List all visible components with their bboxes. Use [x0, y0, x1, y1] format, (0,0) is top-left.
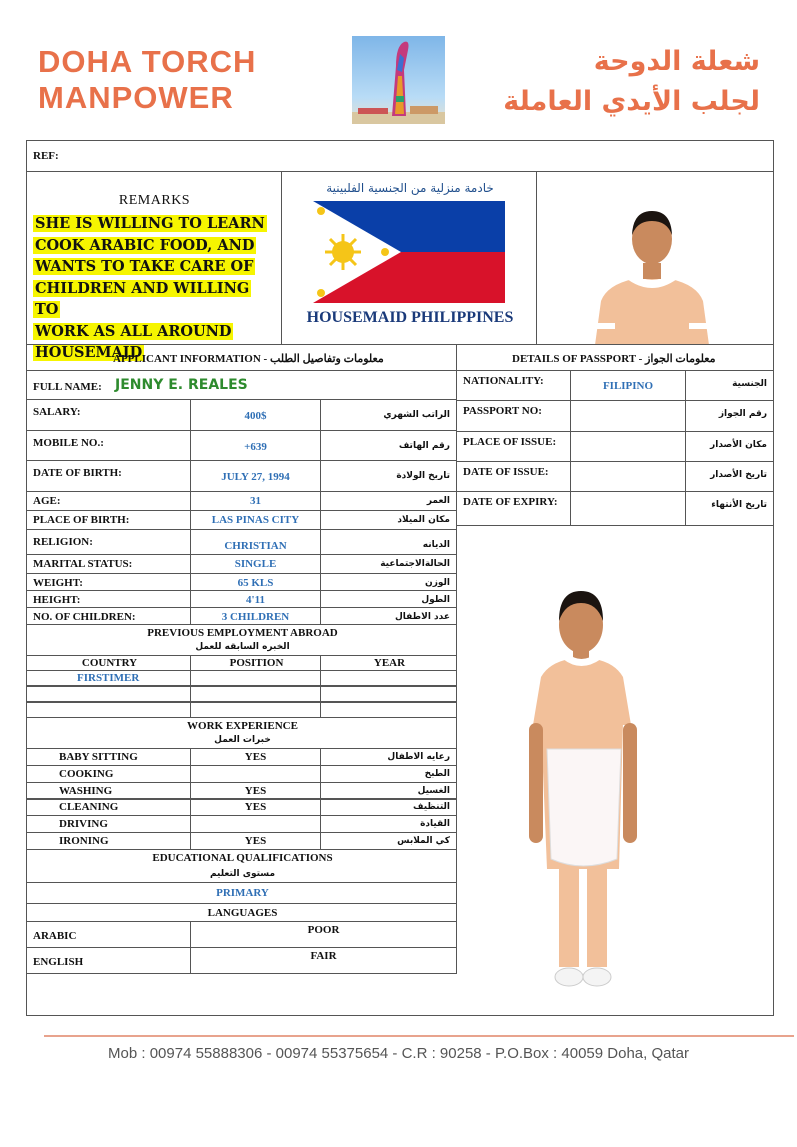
applicant-row-value-cell	[190, 460, 321, 492]
passport-section-header	[456, 344, 774, 371]
passport-row-label: NATIONALITY:	[463, 375, 544, 387]
passport-row-arabic: رقم الجواز	[718, 409, 767, 419]
employment-cell	[190, 670, 321, 686]
applicant-row-arabic-cell	[320, 554, 457, 574]
applicant-row-value-cell	[190, 399, 321, 431]
applicant-row-label-cell	[26, 510, 191, 530]
applicant-row-arabic-cell	[320, 529, 457, 555]
applicant-row-arabic-cell	[320, 491, 457, 511]
applicant-row-label-cell	[26, 491, 191, 511]
applicant-portrait-photo	[587, 205, 717, 350]
employment-title: PREVIOUS EMPLOYMENT ABROAD	[147, 627, 338, 639]
employment-header-cell	[320, 655, 457, 671]
education-value: PRIMARY	[216, 887, 269, 899]
applicant-row-arabic: الراتب الشهري	[383, 410, 450, 420]
applicant-row-label: MARITAL STATUS:	[33, 558, 133, 570]
flag-arabic-title: خادمة منزلية من الجنسية الفلبينية	[326, 181, 494, 195]
employment-header-cell	[190, 655, 321, 671]
work-row-label: BABY SITTING	[59, 751, 138, 763]
employment-cell	[190, 686, 321, 702]
passport-row-value-cell	[570, 400, 686, 432]
applicant-row-value-cell	[190, 573, 321, 591]
passport-row-value-cell	[570, 370, 686, 401]
language-row-label-cell	[26, 947, 191, 974]
passport-row-label: DATE OF EXPIRY:	[463, 496, 558, 508]
work-row-label: CLEANING	[59, 801, 119, 813]
applicant-row-arabic-cell	[320, 573, 457, 591]
work-row-arabic: التنظيف	[413, 802, 450, 812]
applicant-row-value: 3 CHILDREN	[221, 611, 290, 623]
language-row-value-cell	[190, 947, 457, 974]
applicant-row-label-cell	[26, 554, 191, 574]
applicant-row-value-cell	[190, 529, 321, 555]
applicant-row-value: 65 KLS	[237, 577, 274, 589]
company-name-arabic-line-1: شعلة الدوحة	[593, 46, 760, 77]
philippines-flag	[313, 201, 505, 308]
passport-row-label-cell	[456, 400, 571, 432]
employment-value: FIRSTIMER	[77, 672, 140, 684]
applicant-row-label: SALARY:	[33, 406, 81, 418]
employment-column-header: YEAR	[373, 657, 406, 669]
work-row-value: YES	[244, 785, 267, 797]
applicant-row-label: AGE:	[33, 495, 61, 507]
applicant-row-value: +639	[244, 441, 267, 453]
employment-cell	[26, 702, 191, 718]
passport-row-arabic: تاريخ الأصدار	[710, 470, 767, 480]
work-row-arabic: الغسيل	[417, 786, 450, 796]
applicant-row-label: RELIGION:	[33, 536, 93, 548]
employment-column-header: POSITION	[229, 657, 284, 669]
applicant-row-arabic-cell	[320, 460, 457, 492]
work-row-value: YES	[244, 835, 267, 847]
work-row-label-cell	[26, 765, 191, 783]
company-name-arabic-line-2: لجلب الأيدي العاملة	[503, 86, 760, 117]
work-row-value-cell	[190, 765, 321, 783]
work-row-label-cell	[26, 815, 191, 833]
applicant-row-arabic-cell	[320, 510, 457, 530]
remarks-line: SHE IS WILLING TO LEARN	[35, 215, 265, 232]
language-label: ARABIC	[33, 930, 77, 942]
applicant-row-label-cell	[26, 529, 191, 555]
passport-row-value-cell	[570, 431, 686, 462]
passport-row-arabic-cell	[685, 431, 774, 462]
language-row-value-cell	[190, 921, 457, 948]
work-row-arabic-cell	[320, 748, 457, 766]
applicant-row-value-cell	[190, 510, 321, 530]
work-experience-title-arabic: خبرات العمل	[214, 735, 271, 745]
applicant-row-value: SINGLE	[234, 558, 277, 570]
applicant-row-arabic: الحالةالاجتماعية	[380, 559, 450, 569]
passport-row-label: PLACE OF ISSUE:	[463, 436, 557, 448]
full-name-value: JENNY E. REALES	[115, 377, 248, 393]
remarks-title: REMARKS	[118, 193, 191, 208]
applicant-row-label: WEIGHT:	[33, 577, 83, 589]
passport-row-arabic-cell	[685, 491, 774, 526]
remarks-line: WANTS TO TAKE CARE OF	[35, 258, 254, 275]
company-name-arabic	[470, 42, 760, 122]
applicant-row-value-cell	[190, 607, 321, 625]
applicant-row-value: 4'11	[246, 594, 265, 606]
work-row-label: IRONING	[59, 835, 109, 847]
education-title: EDUCATIONAL QUALIFICATIONS	[152, 852, 333, 864]
passport-row-value: FILIPINO	[602, 380, 654, 392]
employment-cell	[320, 686, 457, 702]
passport-row-label-cell	[456, 431, 571, 462]
passport-row-arabic: الجنسية	[732, 379, 767, 389]
applicant-row-label: HEIGHT:	[33, 594, 81, 606]
remarks-line: HOUSEMAID	[35, 344, 143, 361]
education-header	[26, 849, 457, 883]
work-row-value-cell	[190, 832, 321, 850]
work-row-arabic: رعايه الاطفال	[387, 752, 450, 762]
work-row-label: COOKING	[59, 768, 114, 780]
applicant-row-arabic-cell	[320, 607, 457, 625]
employment-cell	[190, 702, 321, 718]
applicant-row-label: NO. OF CHILDREN:	[33, 611, 136, 623]
education-value-row	[26, 882, 457, 904]
applicant-row-label-cell	[26, 607, 191, 625]
applicant-row-value-cell	[190, 491, 321, 511]
employment-title-arabic: الخبره السابقه للعمل	[195, 642, 290, 652]
ref-row	[26, 140, 774, 172]
applicant-row-value: 31	[250, 495, 261, 507]
passport-row-label-cell	[456, 370, 571, 401]
flag-caption: HOUSEMAID PHILIPPINES	[306, 309, 514, 326]
employment-cell	[320, 702, 457, 718]
footer-contact: Mob : 00974 55888306 - 00974 55375654 - C.R : 90258 - P.O.Box : 40059 Doha, Qatar	[108, 1045, 689, 1062]
remarks-text	[33, 213, 273, 364]
work-row-arabic-cell	[320, 832, 457, 850]
language-level: FAIR	[310, 950, 337, 962]
work-row-value: YES	[244, 801, 267, 813]
remarks-line: COOK ARABIC FOOD, AND	[35, 236, 255, 254]
education-title-arabic: مستوى التعليم	[209, 869, 276, 879]
language-label: ENGLISH	[33, 956, 84, 968]
applicant-row-arabic: الطول	[421, 595, 450, 605]
applicant-row-label-cell	[26, 399, 191, 431]
passport-row-arabic: تاريخ الأنتهاء	[711, 500, 767, 510]
work-row-arabic-cell	[320, 815, 457, 833]
passport-row-arabic-cell	[685, 370, 774, 401]
work-experience-header	[26, 717, 457, 749]
applicant-section-header	[26, 344, 457, 371]
language-level: POOR	[307, 924, 340, 936]
languages-header	[26, 903, 457, 922]
work-row-value-cell	[190, 748, 321, 766]
applicant-row-arabic: عدد الاطفال	[394, 612, 450, 622]
applicant-row-arabic: الوزن	[425, 578, 450, 588]
passport-row-value-cell	[570, 461, 686, 492]
remarks-line: CHILDREN AND WILLING TO	[35, 279, 250, 318]
work-row-value-cell	[190, 815, 321, 833]
employment-header-cell	[26, 655, 191, 671]
cv-form	[26, 140, 774, 1016]
applicant-section-title: APPLICANT INFORMATION - معلومات وتفاصيل الطلب	[113, 353, 384, 365]
applicant-row-label-cell	[26, 430, 191, 461]
applicant-row-value-cell	[190, 430, 321, 461]
applicant-row-label: DATE OF BIRTH:	[33, 467, 122, 479]
passport-row-label: PASSPORT NO:	[463, 405, 542, 417]
work-row-arabic-cell	[320, 765, 457, 783]
applicant-row-arabic: الديانه	[422, 540, 450, 550]
applicant-row-arabic-cell	[320, 430, 457, 461]
employment-column-header: COUNTRY	[81, 657, 138, 669]
remarks-line: WORK AS ALL AROUND	[35, 322, 232, 340]
work-row-arabic: كي الملابس	[397, 836, 450, 846]
work-row-label-cell	[26, 748, 191, 766]
work-row-label: WASHING	[59, 785, 113, 797]
languages-title: LANGUAGES	[207, 907, 278, 919]
passport-section-title: DETAILS OF PASSPORT - معلومات الجواز	[512, 353, 716, 365]
applicant-row-arabic-cell	[320, 399, 457, 431]
work-row-value-cell	[190, 798, 321, 816]
applicant-row-value: 400$	[244, 410, 267, 422]
applicant-row-value: LAS PINAS CITY	[211, 514, 300, 526]
work-row-arabic-cell	[320, 798, 457, 816]
applicant-full-body-photo	[511, 573, 681, 1008]
applicant-row-label-cell	[26, 590, 191, 608]
employment-header	[26, 624, 457, 656]
applicant-row-label-cell	[26, 460, 191, 492]
employment-cell	[26, 686, 191, 702]
applicant-row-label: MOBILE NO.:	[33, 437, 104, 449]
employment-cell	[26, 670, 191, 686]
applicant-row-value-cell	[190, 590, 321, 608]
work-row-arabic: الطبخ	[424, 769, 450, 779]
language-row-label-cell	[26, 921, 191, 948]
applicant-row-value-cell	[190, 554, 321, 574]
applicant-row-arabic: تاريخ الولادة	[396, 471, 450, 481]
passport-row-label: DATE OF ISSUE:	[463, 466, 549, 478]
work-row-label-cell	[26, 832, 191, 850]
torch-tower-logo	[352, 36, 445, 124]
applicant-row-value: JULY 27, 1994	[221, 471, 290, 483]
applicant-row-arabic: رقم الهاتف	[398, 441, 450, 451]
work-row-value: YES	[244, 751, 267, 763]
passport-row-label-cell	[456, 491, 571, 526]
employment-cell	[320, 670, 457, 686]
applicant-row-value: CHRISTIAN	[224, 540, 287, 552]
footer-divider	[44, 1035, 794, 1037]
passport-row-arabic-cell	[685, 461, 774, 492]
work-experience-title: WORK EXPERIENCE	[187, 720, 298, 732]
work-row-label-cell	[26, 798, 191, 816]
applicant-row-label: PLACE OF BIRTH:	[33, 514, 130, 526]
applicant-row-arabic: العمر	[426, 496, 450, 506]
work-row-label: DRIVING	[59, 818, 108, 830]
applicant-row-arabic-cell	[320, 590, 457, 608]
passport-row-arabic: مكان الأصدار	[710, 440, 767, 450]
full-name-row	[26, 370, 457, 400]
company-name-line-2: MANPOWER	[38, 80, 234, 115]
applicant-row-label-cell	[26, 573, 191, 591]
applicant-row-arabic: مكان الميلاد	[397, 515, 450, 525]
passport-row-arabic-cell	[685, 400, 774, 432]
work-row-arabic: القيادة	[420, 819, 450, 829]
full-name-label: FULL NAME:	[33, 381, 102, 393]
company-name-line-1: DOHA TORCH	[38, 44, 257, 79]
passport-row-label-cell	[456, 461, 571, 492]
passport-row-value-cell	[570, 491, 686, 526]
ref-label: REF:	[33, 150, 59, 162]
company-name-english	[38, 44, 256, 116]
